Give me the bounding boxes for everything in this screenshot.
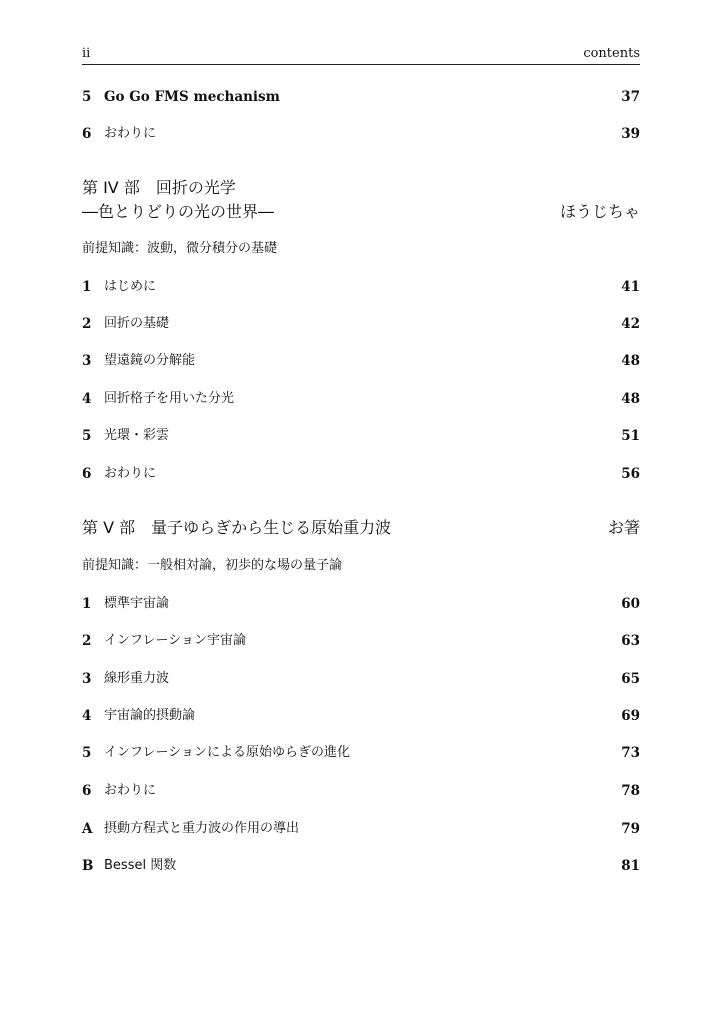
entry-number: 3	[82, 671, 92, 687]
entry-title: Go Go FMS mechanism	[104, 89, 280, 105]
toc-entry[interactable]	[82, 819, 640, 839]
entry-page: 79	[621, 821, 640, 837]
entry-page: 51	[621, 428, 640, 444]
entry-page: 63	[621, 633, 640, 649]
part4-prerequisites: 前提知識：波動，微分積分の基礎	[82, 241, 278, 256]
entry-page: 73	[621, 745, 640, 761]
entry-page: 37	[621, 89, 640, 105]
entry-page: 60	[621, 596, 640, 612]
entry-number: A	[82, 821, 93, 837]
toc-entry[interactable]	[82, 351, 640, 371]
entry-page: 39	[621, 126, 640, 142]
entry-title: おわりに	[104, 466, 157, 481]
toc-entry[interactable]	[82, 124, 640, 144]
entry-title: インフレーションによる原始ゆらぎの進化	[104, 745, 350, 760]
entry-page: 65	[621, 671, 640, 687]
entry-title: 望遠鏡の分解能	[104, 353, 196, 368]
entry-number: 2	[82, 633, 92, 649]
toc-entry[interactable]	[82, 631, 640, 651]
entry-number: 5	[82, 745, 92, 761]
entry-page: 48	[621, 353, 640, 369]
part4-title-line1: 第 IV 部 回折の光学	[82, 178, 236, 197]
entry-page: 42	[621, 316, 640, 332]
toc-entry[interactable]	[82, 277, 640, 297]
entry-page: 48	[621, 391, 640, 407]
toc-entry[interactable]	[82, 669, 640, 689]
toc-entry[interactable]	[82, 856, 640, 876]
entry-page: 56	[621, 466, 640, 482]
entry-number: 5	[82, 428, 92, 444]
entry-number: 4	[82, 708, 92, 724]
part4-subtitle	[82, 201, 640, 223]
entry-title: 標準宇宙論	[104, 596, 170, 611]
toc-entry[interactable]	[82, 389, 640, 409]
toc-page	[82, 0, 640, 1024]
entry-title: 回折の基礎	[104, 316, 170, 331]
part4-title[interactable]	[82, 177, 640, 199]
part5-title-line1: 第 V 部 量子ゆらぎから生じる原始重力波	[82, 518, 392, 537]
entry-number: 4	[82, 391, 92, 407]
entry-number: 3	[82, 353, 92, 369]
entry-number: 2	[82, 316, 92, 332]
toc-entry[interactable]	[82, 464, 640, 484]
entry-title: 光環・彩雲	[104, 428, 170, 443]
toc-entry[interactable]	[82, 87, 640, 107]
entry-page: 81	[621, 858, 640, 874]
toc-entry[interactable]	[82, 743, 640, 763]
toc-entry[interactable]	[82, 594, 640, 614]
running-header	[82, 44, 640, 65]
entry-number: 6	[82, 126, 92, 142]
part5-author: お箸	[607, 518, 640, 537]
entry-number: 6	[82, 466, 92, 482]
entry-title: おわりに	[104, 126, 157, 141]
entry-page: 69	[621, 708, 640, 724]
entry-title: はじめに	[104, 279, 157, 294]
toc-entry[interactable]	[82, 426, 640, 446]
part4-title-line2: ―色とりどりの光の世界―	[82, 202, 275, 221]
header-section-title: contents	[583, 46, 640, 61]
entry-title: おわりに	[104, 783, 157, 798]
entry-title: インフレーション宇宙論	[104, 633, 246, 648]
entry-title: Bessel 関数	[104, 858, 177, 873]
page-number-roman: ii	[82, 46, 91, 61]
entry-number: 1	[82, 596, 92, 612]
entry-title: 回折格子を用いた分光	[104, 391, 235, 406]
entry-number: 1	[82, 279, 92, 295]
toc-entry[interactable]	[82, 781, 640, 801]
toc-entry[interactable]	[82, 314, 640, 334]
entry-number: B	[82, 858, 94, 874]
part5-prerequisites: 前提知識：一般相対論，初歩的な場の量子論	[82, 558, 343, 573]
entry-page: 41	[621, 279, 640, 295]
toc-entry[interactable]	[82, 706, 640, 726]
part4-author: ほうじちゃ	[559, 202, 640, 221]
entry-title: 宇宙論的摂動論	[104, 708, 196, 723]
entry-number: 6	[82, 783, 92, 799]
entry-page: 78	[621, 783, 640, 799]
entry-title: 線形重力波	[104, 671, 170, 686]
entry-title: 摂動方程式と重力波の作用の導出	[104, 821, 300, 836]
entry-number: 5	[82, 89, 92, 105]
part5-title[interactable]	[82, 517, 640, 539]
